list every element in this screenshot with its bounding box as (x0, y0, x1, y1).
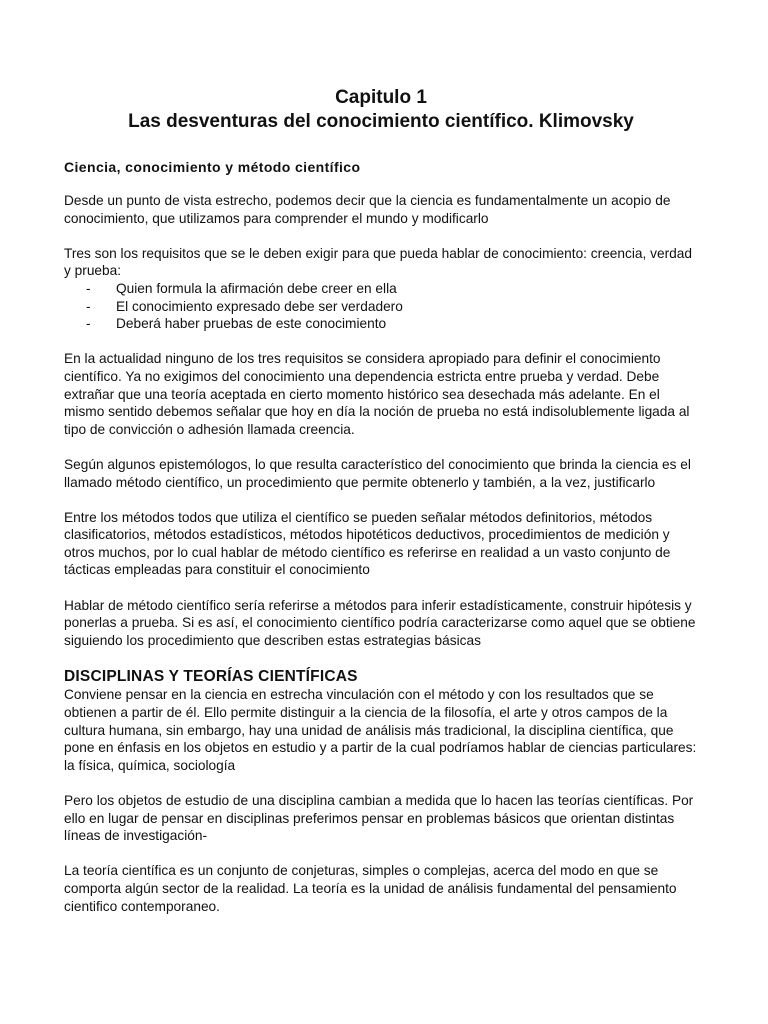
list-item-text: El conocimiento expresado debe ser verdadero (116, 298, 403, 314)
list-item (64, 315, 698, 333)
section-heading-ciencia: Ciencia, conocimiento y método científico (64, 159, 361, 175)
paragraph: Tres son los requisitos que se le deben exigir para que pueda hablar de conocimiento: creencia, verdad y prueba: (64, 245, 692, 279)
dash-bullet: - (86, 280, 91, 296)
requirements-list (64, 280, 698, 333)
paragraph: Entre los métodos todos que utiliza el científico se pueden señalar métodos definitorios, métodos clasificatorios, métodos estadísticos, métodos hipotéticos deductivos, procedimientos de medición y otros muchos, por lo cual hablar de método científico es referirse en realidad a un vasto conjunto de tácticas empleadas para constituir el conocimiento (64, 509, 671, 578)
section-heading-disciplinas: DISCIPLINAS Y TEORÍAS CIENTÍFICAS (64, 668, 358, 686)
list-item (64, 298, 698, 316)
paragraph: La teoría científica es un conjunto de conjeturas, simples o complejas, acerca del modo en que se comporta algún sector de la realidad. La teoría es la unidad de análisis fundamental del pensamiento cientifico contemporaneo. (64, 863, 677, 914)
paragraph: Desde un punto de vista estrecho, podemos decir que la ciencia es fundamentalmente un acopio de conocimiento, que utilizamos para comprender el mundo y modificarlo (64, 193, 671, 226)
dash-bullet: - (86, 298, 91, 314)
paragraph: Pero los objetos de estudio de una disciplina cambian a medida que lo hacen las teorías científicas. Por ello en lugar de pensar en disciplinas preferimos pensar en problemas básicos que orientan distintas líneas de investigación- (64, 793, 694, 844)
document-page (64, 86, 698, 915)
list-item-text: Quien formula la afirmación debe creer en ella (116, 280, 397, 296)
chapter-title: Capitulo 1 (335, 87, 427, 108)
paragraph: En la actualidad ninguno de los tres requisitos se considera apropiado para definir el conocimiento científico. Ya no exigimos del conocimiento una dependencia estricta entre prueba y verdad. Debe extrañar que una teoría aceptada en cierto momento histórico sea desechada más adelante. En el mismo sentido debemos señalar que hoy en día la noción de prueba no está indisolublemente ligada al tipo de convicción o adhesión llamada creencia. (64, 351, 690, 437)
paragraph: Conviene pensar en la ciencia en estrecha vinculación con el método y con los resultados que se obtienen a partir de él. Ello permite distinguir a la ciencia de la filosofía, el arte y otros campos de la cultura humana, sin embargo, hay una unidad de análisis más tradicional, la disciplina científica, que pone en énfasis en los objetos en estudio y a partir de la cual podríamos hablar de ciencias particulares: la física, química, sociología (64, 687, 697, 773)
chapter-subtitle: Las desventuras del conocimiento científico. Klimovsky (128, 111, 634, 132)
paragraph: Según algunos epistemólogos, lo que resulta característico del conocimiento que brinda la ciencia es el llamado método científico, un procedimiento que permite obtenerlo y también, a la vez, justificarlo (64, 456, 691, 490)
paragraph: Hablar de método científico sería referirse a métodos para inferir estadísticamente, construir hipótesis y ponerlas a prueba. Si es así, el conocimiento científico podría caracterizarse como aquel que se obtiene siguiendo los procedimiento que describen estas estrategias básicas (64, 597, 696, 648)
list-item (64, 280, 698, 298)
dash-bullet: - (86, 316, 91, 332)
list-item-text: Deberá haber pruebas de este conocimiento (116, 316, 387, 332)
